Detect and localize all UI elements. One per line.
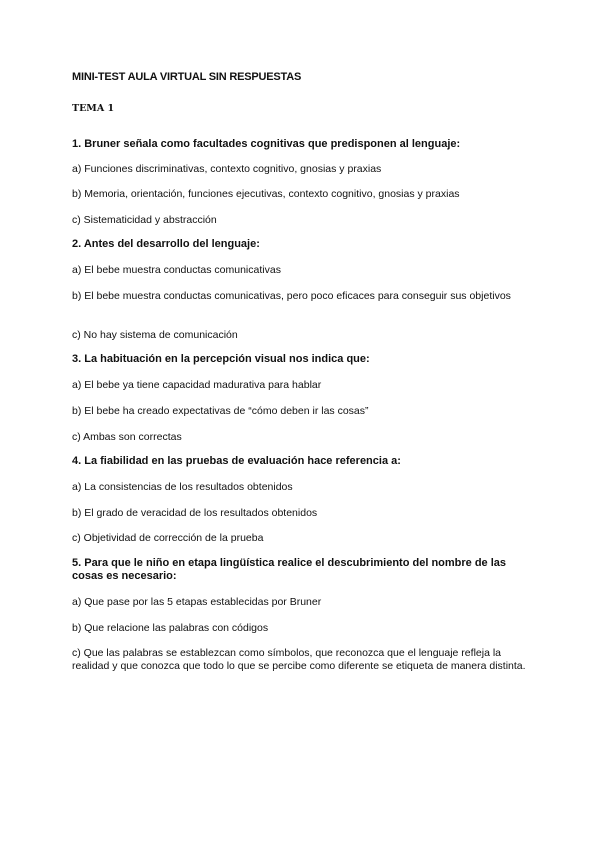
question-4-option-b: b) El grado de veracidad de los resultados obtenidos: [72, 507, 318, 519]
question-2-option-c: c) No hay sistema de comunicación: [72, 329, 238, 341]
question-text: 5. Para que le niño en etapa lingüística realice el descubrimiento del nombre de las cosas es necesario:: [72, 557, 507, 582]
section-label: TEMA 1: [72, 103, 115, 114]
question-3-option-c: c) Ambas son correctas: [72, 431, 182, 443]
question-1: [72, 138, 528, 151]
question-2: [72, 238, 528, 251]
question-text: 1. Bruner señala como facultades cognitivas que predisponen al lenguaje:: [72, 138, 461, 150]
question-text: 2. Antes del desarrollo del lenguaje:: [72, 238, 260, 250]
question-5-option-b: b) Que relacione las palabras con códigos: [72, 622, 269, 634]
question-3: [72, 353, 528, 366]
question-2-option-a: a) El bebe muestra conductas comunicativas: [72, 264, 281, 276]
question-4-option-c: c) Objetividad de corrección de la prueba: [72, 532, 264, 544]
question-1-option-c: c) Sistematicidad y abstracción: [72, 214, 217, 226]
question-3-option-b: b) El bebe ha creado expectativas de “cómo deben ir las cosas”: [72, 405, 369, 417]
question-2-option-b: b) El bebe muestra conductas comunicativas, pero poco eficaces para conseguir sus objetivos: [72, 290, 511, 302]
question-1-option-b: b) Memoria, orientación, funciones ejecutivas, contexto cognitivo, gnosias y praxias: [72, 188, 460, 200]
question-4: [72, 455, 528, 468]
question-5: [72, 557, 524, 583]
question-4-option-a: a) La consistencias de los resultados obtenidos: [72, 481, 293, 493]
question-text: 4. La fiabilidad en las pruebas de evaluación hace referencia a:: [72, 455, 401, 467]
document-title: MINI-TEST AULA VIRTUAL SIN RESPUESTAS: [72, 71, 302, 83]
question-5-option-c: c) Que las palabras se establezcan como símbolos, que reconozca que el lenguaje refleja la realidad y que conozca que todo lo que se percibe como diferente se etiqueta de manera distinta.: [72, 647, 526, 672]
question-5-option-a: a) Que pase por las 5 etapas establecidas por Bruner: [72, 596, 322, 608]
question-1-option-a: a) Funciones discriminativas, contexto cognitivo, gnosias y praxias: [72, 163, 382, 175]
question-text: 3. La habituación en la percepción visual nos indica que:: [72, 353, 370, 365]
question-3-option-a: a) El bebe ya tiene capacidad madurativa para hablar: [72, 379, 322, 391]
